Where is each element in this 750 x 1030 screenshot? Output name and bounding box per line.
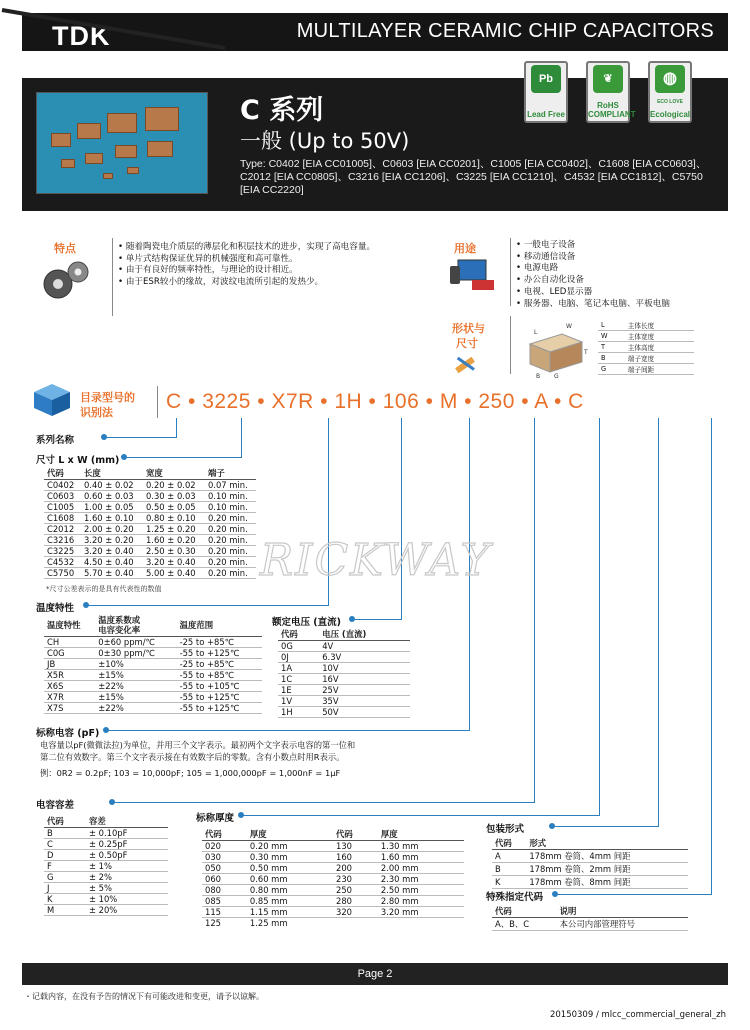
series-name-title: 系列名称 [36,435,75,446]
features-label: 特点 [54,242,76,255]
type-list: Type: C0402 [EIA CC01005]、C0603 [EIA CC0201]、C1005 [EIA CC0402]、C1608 [EIA CC0603]、C2012 [EIA CC0805]、C3216 [EIA CC1206]、C3225 [EIA CC1210]、C4532 [EIA CC1812]、C5750 [EIA CC2220] [240,158,707,196]
table-row: 1A 10V [278,663,410,674]
product-photo [36,92,208,194]
table-row: X5R ±15% -55 to +85℃ [44,669,262,680]
table-row: 060 0.60 mm 230 2.30 mm [202,874,464,885]
series-subtitle: 一般 (Up to 50V) [240,129,410,153]
svg-text:G: G [554,373,559,380]
table-row: C3216 3.20 ± 0.20 1.60 ± 0.20 0.20 min. [44,535,256,546]
table-row: 085 0.85 mm 280 2.80 mm [202,896,464,907]
catalog-label-1: 目录型号的 [80,391,135,404]
table-row: 0G 4V [278,641,410,652]
table-row: JB ±10% -25 to +85℃ [44,658,262,669]
table-row: X7S ±22% -55 to +125℃ [44,702,262,713]
series-title: C 系列 [240,95,324,126]
table-row: G ± 2% [44,872,168,883]
table-row: 080 0.80 mm 250 2.50 mm [202,885,464,896]
leaf-icon: ❦ [593,65,623,93]
voltage-table: 代码 电压 (直流) 0G 4V 0J 6.3V 1A 10V 1C 16V 1E 25V 1V 35V 1H 50V [278,628,410,718]
header-title: MULTILAYER CERAMIC CHIP CAPACITORS [296,20,714,42]
temp-table: 温度特性 温度系数或 电容变化率 温度范围 CH 0±60 ppm/℃ -25 to +85℃ C0G 0±30 ppm/℃ -55 to +125℃ JB ±10% -25 to +85℃ X5R ±15% -55 to +85℃ X6S ±22% -55 to +105℃ X7R ±15% -55 to +125℃ X7S ±22% -55 to +125℃ [44,614,262,714]
table-row: X7R ±15% -55 to +125℃ [44,691,262,702]
packaging-title: 包装形式 [486,824,525,835]
table-row: C0402 0.40 ± 0.02 0.20 ± 0.02 0.07 min. [44,480,256,491]
ecological-badge: ◍ ECO LOVE Ecological [648,61,692,123]
table-row: 050 0.50 mm 200 2.00 mm [202,863,464,874]
capacitance-example: 例：0R2 = 0.2pF; 103 = 10,000pF; 105 = 1,000,000pF = 1,000nF = 1μF [40,768,341,778]
devices-icon [448,258,498,294]
shape-label-2: 尺寸 [456,337,478,350]
table-row: 115 1.15 mm 320 3.20 mm [202,907,464,918]
svg-text:L: L [534,329,538,336]
packaging-table: 代码 形式 A 178mm 卷筒、4mm 间距 B 178mm 卷筒、2mm 间距 K 178mm 卷筒、8mm 间距 [492,837,688,889]
table-row: 1V 35V [278,696,410,707]
page-number-bar: Page 2 [22,963,728,985]
table-row: M ± 20% [44,905,168,916]
voltage-title: 额定电压 (直流) [272,617,341,628]
chip-dimension-diagram [522,316,592,380]
table-row: C0603 0.60 ± 0.03 0.30 ± 0.03 0.10 min. [44,491,256,502]
table-row: B 178mm 卷筒、2mm 间距 [492,863,688,876]
table-row: 030 0.30 mm 160 1.60 mm [202,852,464,863]
table-row: C3225 3.20 ± 0.40 2.50 ± 0.30 0.20 min. [44,546,256,557]
special-code-table: 代码 说明 A、B、C 本公司内部管理符号 [492,905,688,931]
temp-title: 温度特性 [36,603,75,614]
series-banner [22,70,728,211]
catalog-label-2: 识别法 [80,406,113,419]
uses-list: • 一般电子设备 • 移动通信设备 • 电源电路 • 办公自动化设备 • 电视、LED显示器 • 服务器、电脑、笔记本电脑、平板电脑 [516,240,670,309]
table-row: CH 0±60 ppm/℃ -25 to +85℃ [44,636,262,647]
catalog-code: C • 3225 • X7R • 1H • 106 • M • 250 • A • C [166,390,584,413]
capacitance-title: 标称电容 (pF) [36,728,100,739]
document-id: 20150309 / mlcc_commercial_general_zh [549,1010,726,1020]
table-row: 020 0.20 mm 130 1.30 mm [202,841,464,852]
capacitance-text: 电容量以pF(微微法拉)为单位，并用三个文字表示。最初两个文字表示电容的第一位和 第二位有效数字。第三个文字表示接在有效数字后的零数。含有小数点时用R表示。 [40,740,356,762]
table-row: K 178mm 卷筒、8mm 间距 [492,876,688,889]
shape-label-1: 形状与 [452,322,485,335]
catalog-cube-icon [30,382,74,418]
footer-notice: ・记载内容，在没有予告的情况下有可能改进和变更，请予以谅解。 [24,992,264,1001]
uses-label: 用途 [454,242,476,255]
thickness-title: 标称厚度 [196,813,235,824]
table-row: 0J 6.3V [278,652,410,663]
table-row: A 178mm 卷筒、4mm 间距 [492,850,688,863]
table-row: C5750 5.70 ± 0.40 5.00 ± 0.40 0.20 min. [44,568,256,579]
svg-text:B: B [536,373,541,380]
table-row: C ± 0.25pF [44,839,168,850]
table-row: K ± 10% [44,894,168,905]
table-row: J ± 5% [44,883,168,894]
table-row: F ± 1% [44,861,168,872]
table-row: C2012 2.00 ± 0.20 1.25 ± 0.20 0.20 min. [44,524,256,535]
table-row: A、B、C 本公司内部管理符号 [492,918,688,931]
table-row: C1608 1.60 ± 0.10 0.80 ± 0.10 0.20 min. [44,513,256,524]
table-row: C4532 4.50 ± 0.40 3.20 ± 0.40 0.20 min. [44,557,256,568]
size-table: 代码 长度 宽度 端子 C0402 0.40 ± 0.02 0.20 ± 0.02 0.07 min. C0603 0.60 ± 0.03 0.30 ± 0.03 0.10 min. C1005 1.00 ± 0.05 0.50 ± 0.05 0.10 min. C1608 1.60 ± 0.10 0.80 ± 0.10 0.20 min. C2012 2.00 ± 0.20 1.25 ± 0.20 0.20 min. C3216 3.20 ± 0.20 1.60 ± 0.20 0.20 min. C3225 3.20 ± 0.40 2.50 ± 0.30 0.20 min. C4532 4.50 ± 0.40 3.20 ± 0.40 0.20 min. C5750 5.70 ± 0.40 5.00 ± 0.40 0.20 min. [44,467,256,579]
strike-mark-icon [0,0,240,60]
tolerance-title: 电容容差 [36,800,75,811]
table-row: B ± 0.10pF [44,828,168,839]
table-row: X6S ±22% -55 to +105℃ [44,680,262,691]
globe-icon: ◍ [655,65,685,93]
thickness-table: 代码 厚度 代码 厚度 020 0.20 mm 130 1.30 mm 030 0.30 mm 160 1.60 mm 050 0.50 mm 200 2.00 mm 060 0.60 mm 230 2.30 mm 080 0.80 mm 250 2.50 mm 085 0.85 mm 280 2.80 mm 115 1.15 mm 320 3.20 mm 125 1.25 mm [202,828,464,928]
lead-free-badge: Pb Lead Free [524,61,568,123]
table-row: 1C 16V [278,674,410,685]
table-row: C1005 1.00 ± 0.05 0.50 ± 0.05 0.10 min. [44,502,256,513]
special-code-title: 特殊指定代码 [486,892,544,903]
watermark: RICKWAY [260,535,492,586]
svg-text:T: T [584,349,588,356]
table-row: 1E 25V [278,685,410,696]
table-row: 125 1.25 mm [205,918,288,929]
tolerance-table: 代码 容差 B ± 0.10pF C ± 0.25pF D ± 0.50pF F ± 1% G ± 2% J ± 5% K ± 10% M ± 20% [44,815,168,916]
table-row: 1H 50V [278,707,410,718]
size-note: *尺寸公差表示的是具有代表性的数值 [46,585,162,593]
size-title: 尺寸 L x W (mm) [36,455,120,466]
pb-icon: Pb [531,65,561,93]
gear-icon [36,256,94,304]
features-list: • 随着陶瓷电介质层的薄层化和积层技术的进步，实现了高电容量。 • 单片式结构保证优异的机械强度和高可靠性。 • 由于有良好的频率特性，与理论的设计相近。 • 由于ESR较小的缘故，对波纹电流所引起的发热少。 [118,242,376,288]
dimension-legend: L 主体长度 W 主体宽度 T 主体高度 B 端子宽度 G 端子间距 [598,320,694,375]
tdk-logo: TDK [52,21,111,51]
table-row: C0G 0±30 ppm/℃ -55 to +125℃ [44,647,262,658]
rohs-badge: ❦ RoHS COMPLIANT [586,61,630,123]
ruler-icon [452,352,478,376]
svg-text:W: W [566,323,572,330]
table-row: D ± 0.50pF [44,850,168,861]
